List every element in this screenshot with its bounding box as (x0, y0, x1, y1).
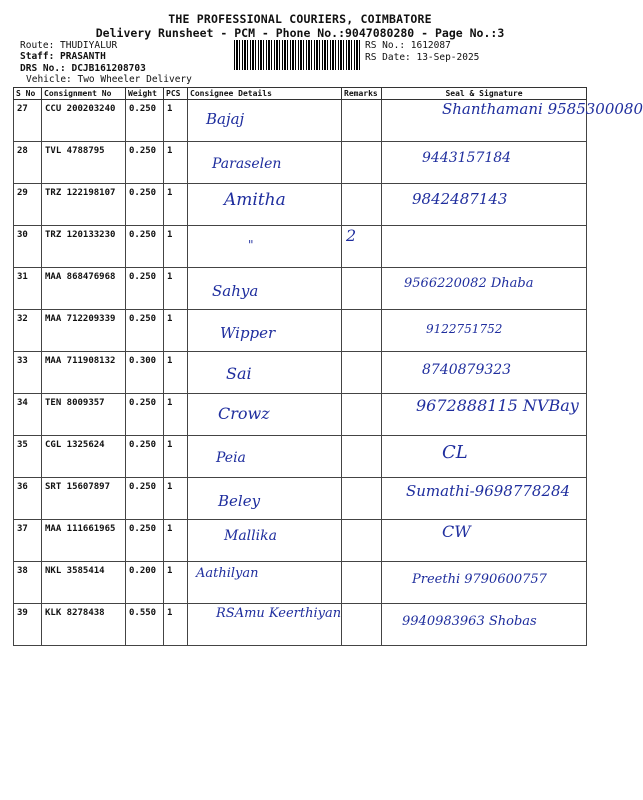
sno-cell: 39 (14, 604, 42, 646)
col-weight: Weight (126, 88, 164, 100)
consignment-cell: MAA 712209339 (42, 310, 126, 352)
remarks-cell (342, 604, 382, 646)
pcs-cell: 1 (164, 352, 188, 394)
table-row (14, 520, 587, 562)
consignee-cell (188, 604, 342, 646)
signature-cell (382, 478, 587, 520)
consignment-cell: NKL 3585414 (42, 562, 126, 604)
sno-cell: 35 (14, 436, 42, 478)
signature-handwriting: 9672888115 NVBay (416, 396, 579, 415)
weight-cell: 0.200 (126, 562, 164, 604)
remarks-cell (342, 142, 382, 184)
table-row (14, 478, 587, 520)
consignee-cell (188, 142, 342, 184)
pcs-cell: 1 (164, 394, 188, 436)
consignment-cell: TRZ 120133230 (42, 226, 126, 268)
barcode-image (234, 40, 361, 70)
table-row (14, 310, 587, 352)
consignment-cell: MAA 111661965 (42, 520, 126, 562)
pcs-cell: 1 (164, 142, 188, 184)
consignee-handwriting: Amitha (224, 190, 286, 210)
pcs-cell: 1 (164, 100, 188, 142)
table-row (14, 100, 587, 142)
consignment-cell: KLK 8278438 (42, 604, 126, 646)
consignee-cell (188, 478, 342, 520)
col-sno: S No (14, 88, 42, 100)
signature-cell (382, 436, 587, 478)
signature-cell (382, 310, 587, 352)
weight-cell: 0.250 (126, 436, 164, 478)
drs-label: DRS No.: DCJB161208703 (20, 63, 146, 74)
vehicle-label: Vehicle: Two Wheeler Delivery (26, 74, 192, 85)
remarks-cell (342, 310, 382, 352)
consignee-cell (188, 184, 342, 226)
pcs-cell: 1 (164, 268, 188, 310)
delivery-table (13, 87, 643, 646)
signature-handwriting: Sumathi-9698778284 (406, 482, 571, 500)
table-row (14, 604, 587, 646)
signature-handwriting: Preethi 9790600757 (412, 572, 547, 587)
consignee-cell (188, 394, 342, 436)
weight-cell: 0.250 (126, 478, 164, 520)
remarks-cell (342, 562, 382, 604)
table-header-row (14, 88, 587, 100)
col-consignee: Consignee Details (188, 88, 342, 100)
signature-handwriting: CW (442, 522, 471, 541)
remarks-cell (342, 478, 382, 520)
signature-cell (382, 142, 587, 184)
table-row (14, 142, 587, 184)
consignment-cell: MAA 868476968 (42, 268, 126, 310)
runsheet-title: Delivery Runsheet - PCM - Phone No.:9047080280 - Page No.:3 (95, 26, 505, 40)
weight-cell: 0.250 (126, 184, 164, 226)
table-row (14, 226, 587, 268)
consignment-cell: TVL 4788795 (42, 142, 126, 184)
remarks-cell (342, 184, 382, 226)
signature-cell (382, 394, 587, 436)
col-pcs: PCS (164, 88, 188, 100)
table-row (14, 436, 587, 478)
rs-date: RS Date: 13-Sep-2025 (365, 52, 480, 63)
signature-cell (382, 562, 587, 604)
route-label: Route: THUDIYALUR (20, 40, 118, 51)
signature-cell (382, 268, 587, 310)
consignment-cell: CCU 200203240 (42, 100, 126, 142)
consignee-handwriting: Sahya (212, 282, 259, 300)
signature-cell (382, 226, 587, 268)
pcs-cell: 1 (164, 310, 188, 352)
col-consignment: Consignment No (42, 88, 126, 100)
signature-handwriting: 9443157184 (422, 150, 512, 166)
sno-cell: 34 (14, 394, 42, 436)
consignee-cell (188, 562, 342, 604)
consignee-handwriting: Beley (218, 492, 261, 510)
remarks-cell (342, 352, 382, 394)
consignee-handwriting: Paraselen (212, 156, 282, 172)
weight-cell: 0.250 (126, 226, 164, 268)
consignee-cell (188, 520, 342, 562)
col-signature: Seal & Signature (382, 88, 587, 100)
staff-label: Staff: PRASANTH (20, 51, 106, 62)
remarks-cell (342, 268, 382, 310)
weight-cell: 0.550 (126, 604, 164, 646)
consignee-cell (188, 352, 342, 394)
pcs-cell: 1 (164, 226, 188, 268)
weight-cell: 0.250 (126, 142, 164, 184)
consignee-handwriting: Mallika (224, 528, 277, 544)
pcs-cell: 1 (164, 604, 188, 646)
remarks-cell (342, 520, 382, 562)
sno-cell: 36 (14, 478, 42, 520)
weight-cell: 0.250 (126, 310, 164, 352)
rs-number: RS No.: 1612087 (365, 40, 451, 51)
signature-cell (382, 100, 643, 142)
consignee-cell (188, 436, 342, 478)
consignee-handwriting: Aathilyan (196, 566, 259, 581)
consignee-handwriting: Wipper (220, 324, 276, 342)
remarks-cell (342, 100, 382, 142)
consignment-cell: SRT 15607897 (42, 478, 126, 520)
signature-handwriting: 9566220082 Dhaba (404, 276, 534, 291)
consignment-cell: TRZ 122198107 (42, 184, 126, 226)
weight-cell: 0.250 (126, 394, 164, 436)
weight-cell: 0.250 (126, 268, 164, 310)
sno-cell: 30 (14, 226, 42, 268)
pcs-cell: 1 (164, 562, 188, 604)
sno-cell: 37 (14, 520, 42, 562)
sno-cell: 31 (14, 268, 42, 310)
sno-cell: 27 (14, 100, 42, 142)
remarks-cell (342, 394, 382, 436)
sno-cell: 28 (14, 142, 42, 184)
consignee-handwriting: Sai (226, 364, 252, 383)
consignment-cell: TEN 8009357 (42, 394, 126, 436)
consignee-cell (188, 226, 342, 268)
pcs-cell: 1 (164, 184, 188, 226)
consignee-cell (188, 100, 342, 142)
table-row (14, 268, 587, 310)
signature-handwriting: 9122751752 (426, 322, 503, 336)
company-title: THE PROFESSIONAL COURIERS, COIMBATORE (168, 12, 432, 26)
signature-handwriting: Shanthamani 9585300080 (442, 100, 643, 118)
signature-handwriting: 9940983963 Shobas (402, 614, 537, 629)
table-row (14, 562, 587, 604)
pcs-cell: 1 (164, 436, 188, 478)
weight-cell: 0.250 (126, 520, 164, 562)
weight-cell: 0.300 (126, 352, 164, 394)
consignment-cell: MAA 711908132 (42, 352, 126, 394)
rs-info (365, 40, 479, 64)
consignee-cell (188, 268, 342, 310)
weight-cell: 0.250 (126, 100, 164, 142)
sno-cell: 33 (14, 352, 42, 394)
sno-cell: 38 (14, 562, 42, 604)
consignee-handwriting: Bajaj (206, 110, 245, 128)
remarks-cell (342, 436, 382, 478)
consignee-handwriting: Crowz (218, 404, 270, 423)
signature-handwriting: 8740879323 (422, 362, 512, 378)
remarks-handwriting: 2 (346, 226, 357, 245)
sno-cell: 32 (14, 310, 42, 352)
signature-handwriting: CL (442, 442, 468, 463)
remarks-cell (342, 226, 382, 268)
signature-handwriting: 9842487143 (412, 190, 508, 208)
table-row (14, 352, 587, 394)
pcs-cell: 1 (164, 520, 188, 562)
col-remarks: Remarks (342, 88, 382, 100)
table-row (14, 184, 587, 226)
signature-cell (382, 352, 587, 394)
signature-cell (382, 604, 587, 646)
consignee-handwriting: " (248, 238, 254, 252)
consignee-handwriting: Peia (216, 450, 246, 466)
pcs-cell: 1 (164, 478, 188, 520)
signature-cell (382, 184, 587, 226)
consignee-handwriting: RSAmu Keerthiyan (216, 606, 342, 621)
signature-cell (382, 520, 587, 562)
consignee-cell (188, 310, 342, 352)
sno-cell: 29 (14, 184, 42, 226)
consignment-cell: CGL 1325624 (42, 436, 126, 478)
table-row (14, 394, 587, 436)
